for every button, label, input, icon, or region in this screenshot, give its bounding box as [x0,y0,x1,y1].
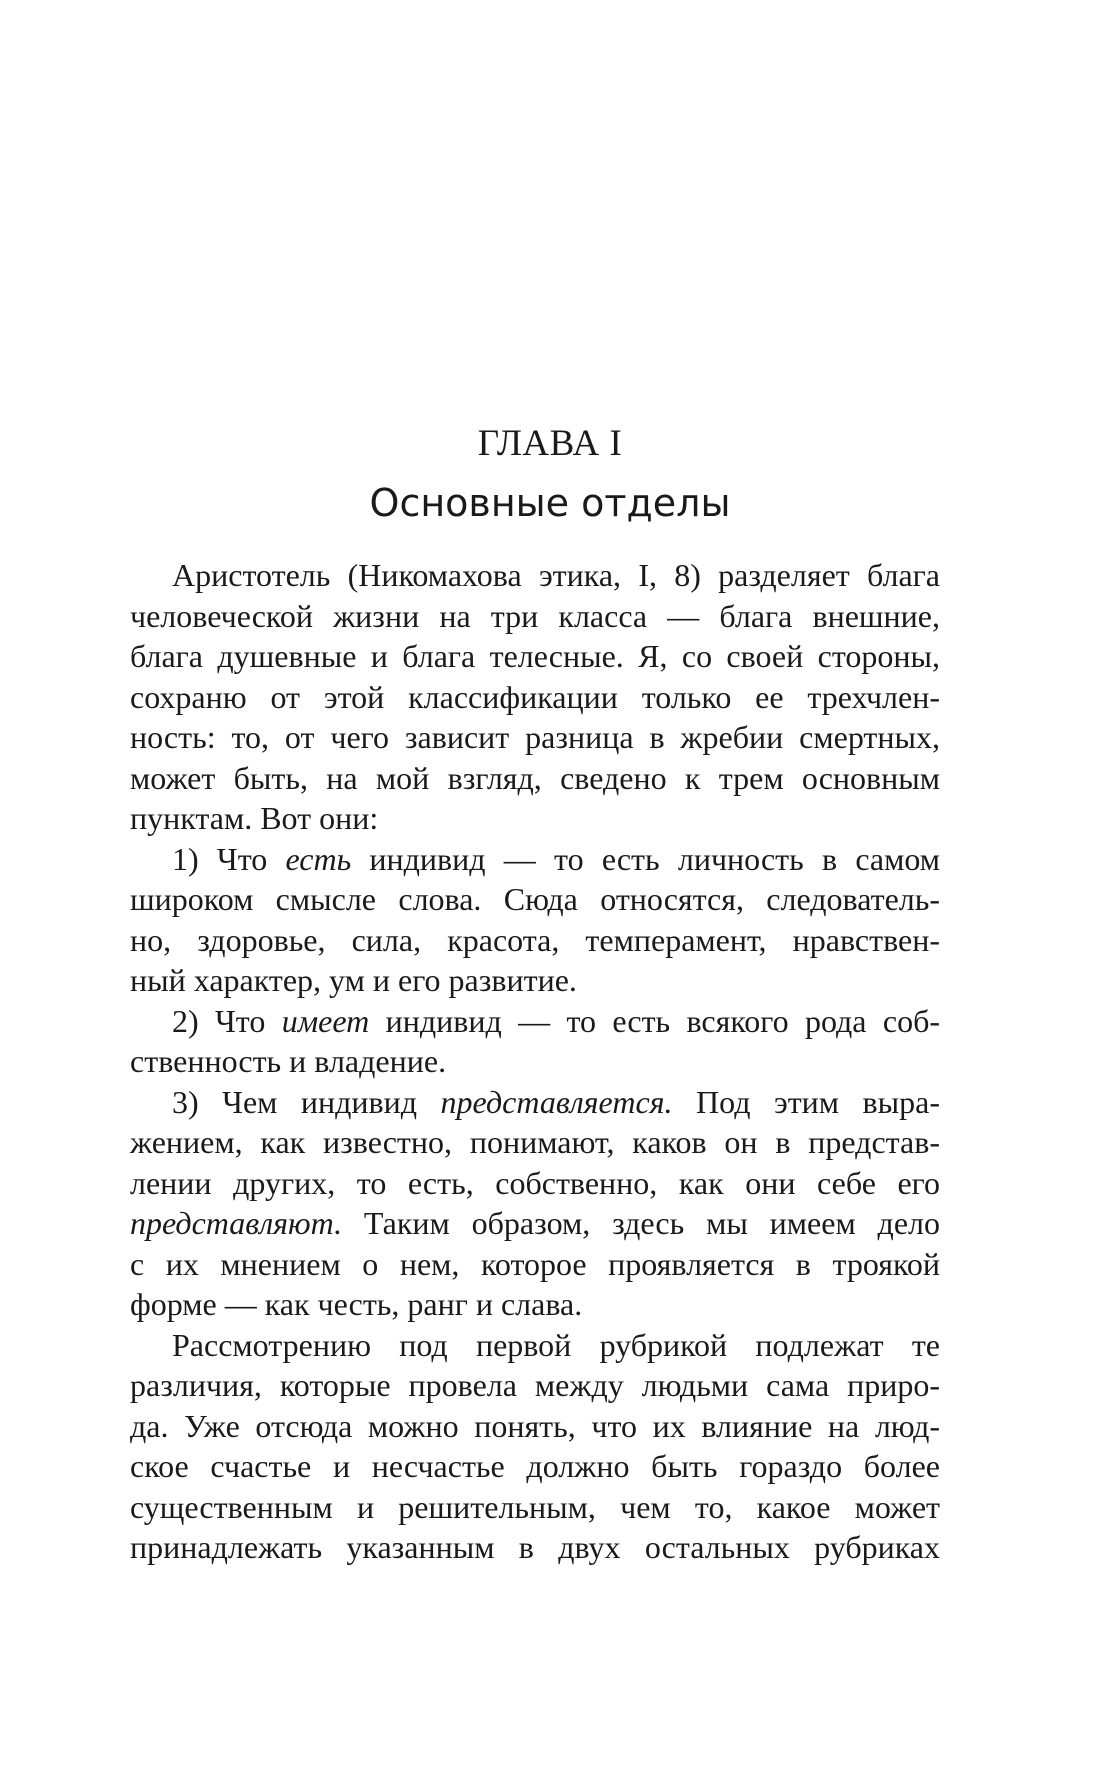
text-line: форме — как честь, ранг и слава. [130,1286,583,1322]
text-line: может быть, на мой взгляд, сведено к трем основным [130,759,940,796]
text-line: ность: то, от чего зависит разница в жребии смертных, [130,719,940,755]
text-line: принадлежать указанным в двух остальных рубриках [130,1529,940,1565]
chapter-number: ГЛАВА I [477,423,623,464]
text-line: существенным и решительным, чем то, какое может [130,1488,940,1525]
text-line: ское счастье и несчастье должно быть гораздо более [130,1448,940,1484]
text-line: человеческой жизни на три класса — блага внешние, [130,597,940,634]
body-text [130,555,940,1568]
italic-term: есть [285,840,352,877]
italic-term: представляется. [440,1083,673,1120]
italic-term: представляют. [130,1205,343,1241]
text-line: ный характер, ум и его развитие. [130,962,577,998]
text-line: блага душевные и блага телесные. Я, со своей стороны, [130,638,940,674]
text-line: пунктам. Вот они: [130,800,379,836]
text-line: с их мнением о нем, которое проявляется в троякой [130,1245,940,1282]
text-line: 1) Что есть индивид — то есть личность в самом [172,840,941,877]
text-line: представляют. Таким образом, здесь мы имеем дело [130,1205,940,1241]
text-line: 2) Что имеет индивид — то есть всякого рода соб- [172,1002,941,1039]
text-line: но, здоровье, сила, красота, темперамент, нравствен- [130,921,940,958]
text-line: сохраню от этой классификации только ее трехчлен- [130,678,940,715]
text-line: да. Уже отсюда можно понять, что их влияние на люд- [130,1407,940,1444]
text-line: Аристотель (Никомахова этика, I, 8) разделяет блага [172,557,940,593]
text-line: широком смысле слова. Сюда относятся, следователь- [130,881,940,917]
text-line: ственность и владение. [130,1043,447,1079]
italic-term: имеет [281,1002,370,1039]
text-line: лении других, то есть, собственно, как они себе его [130,1164,940,1201]
text-line: различия, которые провела между людьми сама приро- [130,1367,940,1403]
chapter-title: Основные отделы [369,481,731,525]
text-line: Рассмотрению под первой рубрикой подлежат те [172,1326,940,1363]
text-line: 3) Чем индивид представляется. Под этим выра- [172,1083,940,1120]
text-line: жением, как известно, понимают, каков он в представ- [130,1124,940,1160]
